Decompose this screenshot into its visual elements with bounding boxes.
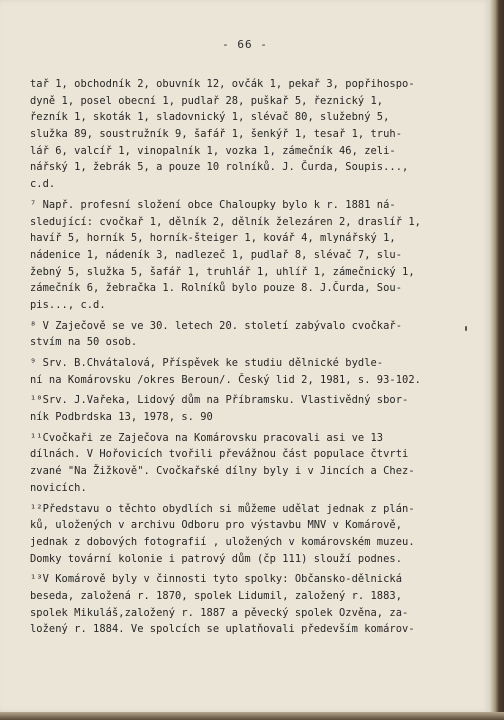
- text-line: spolek Mikuláš,založený r. 1887 a pěvecký spolek Ozvěna, za-: [30, 606, 409, 619]
- text-line: zámečník 6, žebračka 1. Rolníků bylo pouze 8. J.Čurda, Sou-: [30, 282, 403, 295]
- text-line: ⁷ Např. profesní složení obce Chaloupky bylo k r. 1881 ná-: [30, 198, 396, 211]
- text-line: nářský 1, žebrák 5, a pouze 10 rolníků. J. Čurda, Soupis...,: [30, 161, 409, 174]
- text-line: beseda, založená r. 1870, spolek Lidumil, založený r. 1883,: [30, 589, 403, 602]
- footnote-note-10: [30, 392, 460, 425]
- text-line: ¹⁰Srv. J.Vařeka, Lidový dům na Příbramsku. Vlastivědný sbor-: [30, 394, 409, 407]
- text-line: ků, uložených v archivu Odboru pro výstavbu MNV v Komárově,: [30, 519, 403, 532]
- text-line: dílnách. V Hořovicích tvořili převážnou část populace čtvrti: [30, 448, 409, 461]
- page-edge-right: [490, 0, 504, 720]
- text-line: ⁹ Srv. B.Chvátalová, Příspěvek ke studiu dělnické bydle-: [30, 357, 384, 369]
- text-line: ník Podbrdska 13, 1978, s. 90: [30, 411, 213, 424]
- footnote-note-13: [30, 571, 460, 638]
- text-line: ¹²Představu o těchto obydlích si můžeme udělat jednak z plán-: [30, 502, 415, 515]
- text-line: nádenice 1, nádeník 3, nadlezeč 1, pudlař 8, slévač 7, slu-: [30, 248, 403, 261]
- text-line: dyně 1, posel obecní 1, pudlař 28, puškař 5, řeznický 1,: [30, 94, 384, 107]
- text-line: ložený r. 1884. Ve spolcích se uplatňovali především komárov-: [30, 623, 415, 636]
- text-line: stvím na 50 osob.: [30, 336, 138, 349]
- text-line: žebný 5, služka 5, šafář 1, truhlář 1, uhlíř 1, zámečnický 1,: [30, 265, 415, 278]
- text-line: havíř 5, horník 5, horník-šteiger 1, kovář 4, mlynářský 1,: [30, 232, 396, 245]
- text-line: zvané "Na Žižkově". Cvočkařské dílny byly i v Jincích a Chez-: [30, 465, 415, 478]
- footnote-note-12: [30, 501, 460, 568]
- text-line: služka 89, soustružník 9, šafář 1, šenkýř 1, tesař 1, truh-: [30, 128, 403, 141]
- text-line: ¹³V Komárově byly v činnosti tyto spolky: Občansko-dělnická: [30, 573, 403, 586]
- text-line: sledující: cvočkař 1, dělník 2, dělník železáren 2, draslíř 1,: [30, 215, 421, 228]
- margin-mark: [465, 326, 467, 331]
- text-line: jednak z dobových fotografií , uložených v komárovském muzeu.: [30, 535, 415, 548]
- page-edge-bottom: [0, 712, 504, 720]
- text-line: Domky tovární kolonie i patrový dům (čp 111) slouží podnes.: [30, 552, 403, 565]
- footnote-note-7: [30, 197, 460, 314]
- text-line: řezník 1, skoták 1, sladovnický 1, slévač 80, služebný 5,: [30, 111, 390, 124]
- footnote-continuation: [30, 76, 460, 193]
- text-line: tař 1, obchodník 2, obuvník 12, ovčák 1, pekař 3, popřihospo-: [30, 78, 415, 90]
- page-number: - 66 -: [222, 38, 268, 51]
- text-line: ⁸ V Zaječově se ve 30. letech 20. století zabývalo cvočkař-: [30, 319, 403, 332]
- text-line: novicích.: [30, 481, 87, 494]
- footnote-note-9: [30, 355, 460, 388]
- footnote-note-11: [30, 430, 460, 497]
- text-line: ¹¹Cvočkaři ze Zaječova na Komárovsku pracovali asi ve 13: [30, 431, 384, 444]
- footnote-text: [30, 76, 460, 638]
- text-line: lář 6, valcíř 1, vinopalník 1, vozka 1, zámečník 46, zeli-: [30, 144, 396, 157]
- text-line: c.d.: [30, 178, 56, 191]
- text-line: ní na Komárovsku /okres Beroun/. Český lid 2, 1981, s. 93-102.: [30, 373, 421, 386]
- footnote-note-8: [30, 318, 460, 351]
- text-line: pis..., c.d.: [30, 298, 106, 311]
